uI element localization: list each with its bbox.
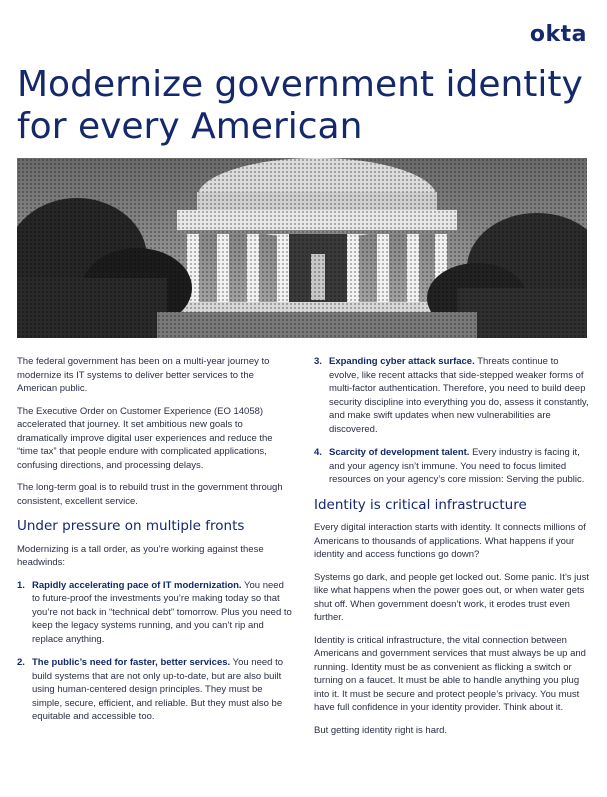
body-paragraph: Every digital interaction starts with identity. It connects millions of Americans to thousands of applications. What happens if your identity and access functions go down? — [314, 522, 586, 560]
list-number: 2. — [17, 657, 25, 668]
list-text: Threats continue to evolve, like recent attacks that side-stepped weaker forms of multi-factor authentication. Therefore, you need to build deep security discipline into everything you do, assess it constantly, and make swift updates when new vulnerabilities are discovered. — [329, 356, 589, 435]
body-paragraph: But getting identity right is hard. — [314, 724, 448, 736]
list-lead: Rapidly accelerating pace of IT modernization. — [32, 579, 242, 591]
okta-logo: okta — [529, 22, 587, 47]
list-lead: The public’s need for faster, better services. — [32, 657, 231, 668]
list-item — [17, 579, 292, 647]
left-column — [17, 355, 292, 734]
list-lead: Scarcity of development talent. — [329, 447, 470, 458]
list-item — [314, 355, 589, 436]
list-lead: Expanding cyber attack surface. — [329, 356, 475, 367]
intro-paragraph: The long-term goal is to rebuild trust in the government through consistent, excellent service. — [17, 482, 283, 507]
section-heading-pressure: Under pressure on multiple fronts — [17, 518, 245, 534]
list-number: 4. — [314, 447, 322, 458]
list-item — [17, 656, 292, 724]
body-paragraph: Systems go dark, and people get locked out. Some panic. It’s just like what happens when the power goes out, or when water gets shut off. When government doesn’t work, it erodes trust even further. — [314, 571, 589, 623]
list-number: 3. — [314, 356, 322, 367]
right-column — [314, 355, 589, 746]
body-paragraph: Identity is critical infrastructure, the vital connection between Americans and government services that must always be up and running. Identity must be as convenient as flicking a switch or turning on a faucet. It must be able to handle anything you plug into it. It must be secure and protect people’s privacy. You must have full confidence in your identity provider. Think about it. — [314, 634, 586, 713]
list-number: 1. — [17, 579, 25, 591]
list-text: You need to future-proof the investments you’re making today so that you’re not back in “technical debt” tomorrow. Plus you need to keep the legacy systems running, and you can’t rip and replace anything. — [32, 579, 292, 645]
list-item — [314, 446, 589, 487]
page-title: Modernize government identity for every American — [17, 64, 583, 147]
section-intro: Modernizing is a tall order, as you’re working against these headwinds: — [17, 543, 264, 568]
list-text: Every industry is facing it, and your agency isn’t immune. You need to focus limited resources on your agency’s core mission: Serving the public. — [329, 447, 585, 485]
hero-image-jefferson-memorial — [17, 158, 587, 338]
intro-paragraph: The Executive Order on Customer Experience (EO 14058) accelerated that journey. It set ambitious new goals to dramatically improve digital user experiences and reduce the “time tax” that people endure with complicated applications, confusing directions, and processing delays. — [17, 405, 273, 471]
headwinds-list — [17, 579, 292, 724]
headwinds-list-continued — [314, 355, 589, 487]
section-heading-identity: Identity is critical infrastructure — [314, 496, 527, 513]
list-text: You need to build systems that are not only up-to-date, but are also built using human-centered design principles. They must be simple, secure, efficient, and reliable. But they must also be equitable and accessible too. — [32, 657, 284, 722]
intro-paragraph: The federal government has been on a multi-year journey to modernize its IT systems to deliver better services to the American public. — [17, 356, 270, 394]
